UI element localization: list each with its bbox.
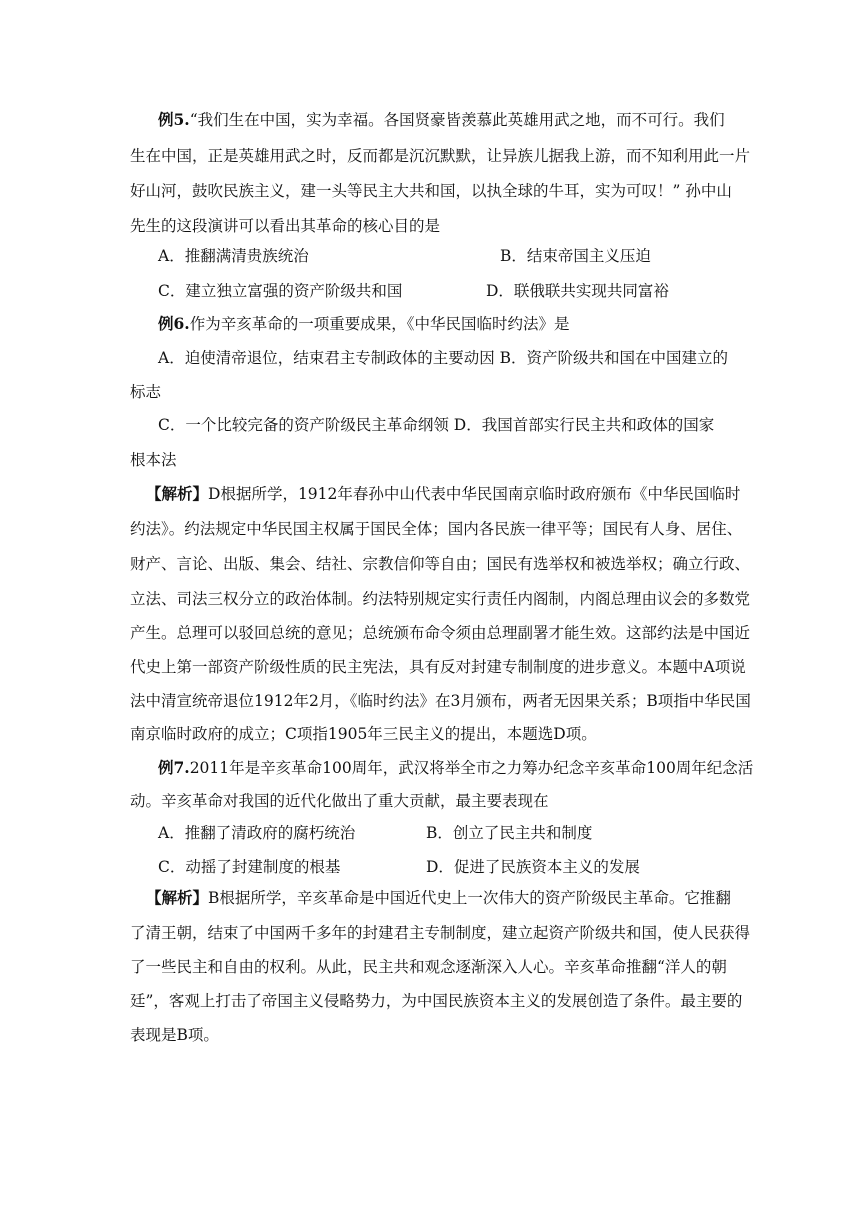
- ex6-analysis-line-6: 代史上第一部资产阶级性质的民主宪法，具有反对封建专制制度的进步意义。本题中A项说: [130, 658, 746, 676]
- ex6-options-ab-cont: 标志: [130, 383, 162, 401]
- ex6-options-cd: C．一个比较完备的资产阶级民主革命纲领 D．我国首部实行民主共和政体的国家: [158, 416, 715, 434]
- ex7-analysis-line-5: 表现是B项。: [130, 1026, 219, 1044]
- ex7-option-d: D．促进了民族资本主义的发展: [426, 858, 640, 876]
- ex5-line-4: 先生的这段演讲可以看出其革命的核心目的是: [130, 217, 441, 235]
- ex6-analysis-line-8: 南京临时政府的成立；C项指1905年三民主义的提出，本题选D项。: [130, 725, 597, 743]
- ex7-analysis-tag: 【解析】: [146, 888, 209, 907]
- ex7-option-a: A．推翻了清政府的腐朽统治: [158, 824, 356, 842]
- ex5-line-1: 例5.“我们生在中国，实为幸福。各国贤豪皆羡慕此英雄用武之地，而不可行。我们: [158, 110, 725, 129]
- ex6-number: 例6.: [158, 314, 190, 333]
- ex7-line-1: 例7.2011年是辛亥革命100周年，武汉将举全市之力筹办纪念辛亥革命100周年纪念活: [158, 758, 754, 777]
- ex7-analysis-line-2: 了清王朝，结束了中国两千多年的封建君主专制制度，建立起资产阶级共和国，使人民获得: [130, 924, 751, 942]
- ex7-option-b: B．创立了民主共和制度: [426, 824, 593, 842]
- ex7-analysis-line-1: 【解析】B根据所学，辛亥革命是中国近代史上一次伟大的资产阶级民主革命。它推翻: [146, 888, 731, 907]
- ex5-option-a: A．推翻满清贵族统治: [158, 247, 309, 265]
- ex6-analysis-line-1: 【解析】D根据所学，1912年春孙中山代表中华民国南京临时政府颁布《中华民国临时: [146, 484, 741, 503]
- ex7-line-2: 动。辛亥革命对我国的近代化做出了重大贡献，最主要表现在: [130, 792, 549, 810]
- ex6-options-ab: A．迫使清帝退位，结束君主专制政体的主要动因 B．资产阶级共和国在中国建立的: [158, 349, 729, 367]
- ex6-analysis-line-2: 约法》。约法规定中华民国主权属于国民全体；国内各民族一律平等；国民有人身、居住、: [130, 520, 743, 538]
- ex5-option-d: D．联俄联共实现共同富裕: [486, 282, 669, 300]
- ex5-number: 例5.: [158, 110, 190, 129]
- ex7-number: 例7.: [158, 758, 190, 777]
- ex5-option-b: B．结束帝国主义压迫: [500, 247, 651, 265]
- ex6-stem: 例6.作为辛亥革命的一项重要成果，《中华民国临时约法》是: [158, 314, 570, 333]
- ex7-analysis-line-3: 了一些民主和自由的权利。从此，民主共和观念逐渐深入人心。辛亥革命推翻“洋人的朝: [130, 958, 727, 976]
- ex5-line-3: 好山河，鼓吹民族主义，建一头等民主大共和国，以执全球的牛耳，实为可叹！” 孙中山: [130, 182, 732, 200]
- ex6-analysis-line-3: 财产、言论、出版、集会、结社、宗教信仰等自由；国民有选举权和被选举权；确立行政、: [130, 555, 751, 573]
- ex6-analysis-line-7: 法中清宣统帝退位1912年2月，《临时约法》在3月颁布，两者无因果关系；B项指中华民国: [130, 692, 751, 710]
- ex7-option-c: C．动摇了封建制度的根基: [158, 858, 341, 876]
- ex5-line-2: 生在中国，正是英雄用武之时，反而都是沉沉默默，让异族儿据我上游，而不知利用此一片: [130, 147, 751, 165]
- ex6-analysis-line-4: 立法、司法三权分立的政治体制。约法特别规定实行责任内阁制，内阁总理由议会的多数党: [130, 590, 751, 608]
- ex7-analysis-line-4: 廷”，客观上打击了帝国主义侵略势力，为中国民族资本主义的发展创造了条件。最主要的: [130, 992, 743, 1010]
- ex6-options-cd-cont: 根本法: [130, 451, 177, 469]
- ex6-analysis-line-5: 产生。总理可以驳回总统的意见；总统颁布命令须由总理副署才能生效。这部约法是中国近: [130, 624, 751, 642]
- ex5-option-c: C．建立独立富强的资产阶级共和国: [158, 282, 403, 300]
- ex6-analysis-tag: 【解析】: [146, 484, 209, 503]
